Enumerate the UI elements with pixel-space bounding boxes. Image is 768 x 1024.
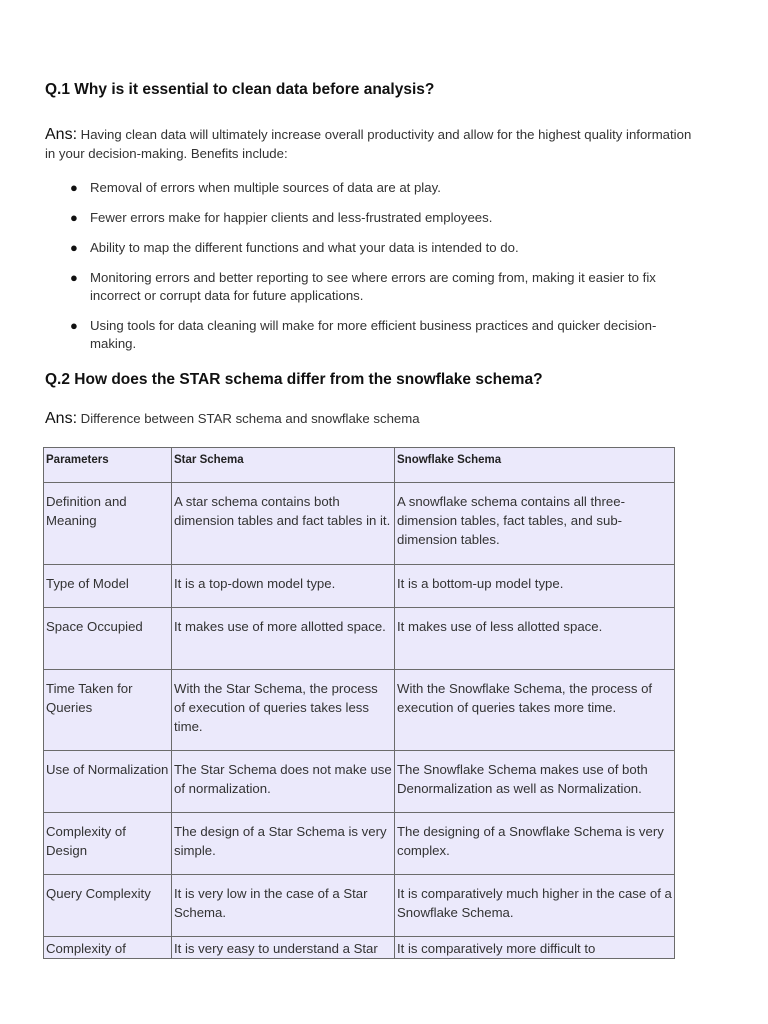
table-cell: Space Occupied (44, 608, 172, 670)
table-cell: A snowflake schema contains all three-dimension tables, fact tables, and sub-dimension tables. (395, 483, 675, 565)
table-row (44, 937, 675, 959)
table-cell: It makes use of more allotted space. (172, 608, 395, 670)
bullet-icon: ● (70, 270, 78, 285)
table-cell: Complexity of (44, 937, 172, 959)
table-cell: Definition and Meaning (44, 483, 172, 565)
table-cell: It makes use of less allotted space. (395, 608, 675, 670)
column-header: Snowflake Schema (395, 448, 675, 483)
table-cell: Type of Model (44, 565, 172, 608)
column-header: Star Schema (172, 448, 395, 483)
list-item: ● Using tools for data cleaning will make for more efficient business practices and quicker decision-making. (70, 318, 657, 351)
table-cell: The Snowflake Schema makes use of both Denormalization as well as Normalization. (395, 751, 675, 813)
table-row (44, 875, 675, 937)
table-cell: The design of a Star Schema is very simple. (172, 813, 395, 875)
table-cell: The designing of a Snowflake Schema is very complex. (395, 813, 675, 875)
bullet-icon: ● (70, 318, 78, 333)
table-row (44, 608, 675, 670)
table-cell: It is comparatively more difficult to (395, 937, 675, 959)
table-cell: It is a top-down model type. (172, 565, 395, 608)
table-cell: It is very low in the case of a Star Schema. (172, 875, 395, 937)
table-cell: It is a bottom-up model type. (395, 565, 675, 608)
table-row (44, 483, 675, 565)
table-cell: It is comparatively much higher in the case of a Snowflake Schema. (395, 875, 675, 937)
table-cell: Complexity of Design (44, 813, 172, 875)
table-row (44, 813, 675, 875)
table-cell: The Star Schema does not make use of normalization. (172, 751, 395, 813)
bullet-icon: ● (70, 210, 78, 225)
table-cell: Query Complexity (44, 875, 172, 937)
table-header-row (44, 448, 675, 483)
table-cell: It is very easy to understand a Star (172, 937, 395, 959)
answer-1-text: Having clean data will ultimately increase overall productivity and allow for the highest quality information in your decision-making. Benefits include: (45, 127, 692, 161)
table-cell: With the Snowflake Schema, the process of execution of queries takes more time. (395, 670, 675, 751)
list-item: ● Ability to map the different functions and what your data is intended to do. (70, 240, 519, 255)
table-row (44, 670, 675, 751)
table-row (44, 751, 675, 813)
table-row (44, 565, 675, 608)
comparison-table (43, 447, 675, 959)
answer-2-paragraph (45, 409, 695, 428)
table-cell: A star schema contains both dimension tables and fact tables in it. (172, 483, 395, 565)
benefits-list (45, 179, 695, 365)
question-1-heading: Q.1 Why is it essential to clean data before analysis? (45, 81, 435, 98)
question-2-heading: Q.2 How does the STAR schema differ from the snowflake schema? (45, 371, 543, 388)
table-cell: With the Star Schema, the process of execution of queries takes less time. (172, 670, 395, 751)
column-header: Parameters (44, 448, 172, 483)
answer-2-text: Difference between STAR schema and snowflake schema (77, 411, 420, 426)
list-item: ● Fewer errors make for happier clients and less-frustrated employees. (70, 210, 493, 225)
answer-2-lead: Ans: (45, 410, 78, 427)
bullet-icon: ● (70, 180, 78, 195)
list-item: ● Removal of errors when multiple sources of data are at play. (70, 180, 441, 195)
table-cell: Time Taken for Queries (44, 670, 172, 751)
table-cell: Use of Normalization (44, 751, 172, 813)
list-item: ● Monitoring errors and better reporting to see where errors are coming from, making it easier to fix incorrect or corrupt data for future applications. (70, 270, 656, 303)
answer-1-lead: Ans: (45, 126, 78, 143)
answer-1-paragraph (45, 125, 695, 163)
bullet-icon: ● (70, 240, 78, 255)
